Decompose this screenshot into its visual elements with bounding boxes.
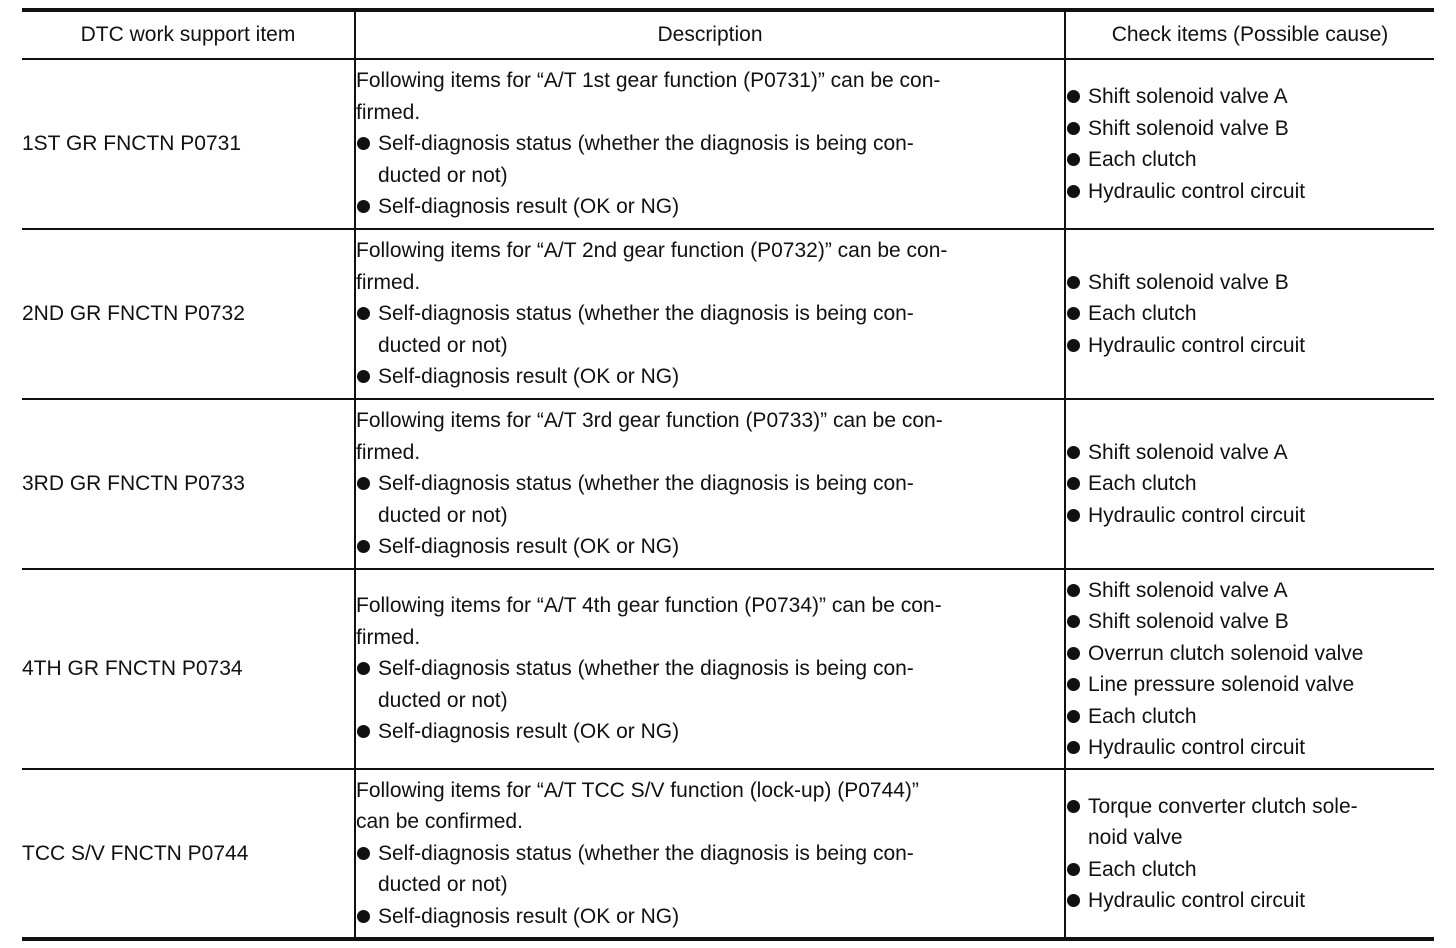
description-intro [356,590,1064,653]
check-item [1066,500,1434,532]
check-item-line: noid valve [1088,826,1183,849]
table-row [22,569,1434,769]
bullet-line: ducted or not) [378,503,508,527]
bullet-icon [357,200,370,213]
description-bullet-item [356,191,1064,223]
dtc-work-support-table [22,8,1434,941]
check-item-line: Overrun clutch solenoid valve [1088,641,1364,665]
description-bullet-list [356,298,1064,393]
description-bullet-item [356,468,1064,531]
check-item-line: Hydraulic control circuit [1088,333,1306,357]
description-cell [355,569,1065,769]
bullet-icon [1067,90,1080,103]
check-item [1066,638,1434,670]
check-item-line: Each clutch [1088,472,1197,496]
bullet-line: ducted or not) [378,873,508,897]
bullet-icon [357,370,370,383]
description-bullet-item [356,361,1064,393]
description-intro [356,405,1064,468]
bullet-line: Self-diagnosis status (whether the diagnosis is being con- [378,472,914,496]
check-item [1066,468,1434,500]
check-item [1066,575,1434,607]
bullet-icon [1067,122,1080,135]
check-item-line: Each clutch [1088,148,1197,171]
bullet-icon [1067,647,1080,660]
bullet-icon [357,137,370,150]
bullet-icon [357,307,370,320]
check-item [1066,854,1434,886]
check-items-list [1066,81,1434,207]
description-cell [355,59,1065,229]
check-item [1066,176,1434,208]
bullet-icon [1067,153,1080,166]
intro-line: can be confirmed. [356,810,523,834]
bullet-icon [1067,863,1080,876]
bullet-icon [357,477,370,490]
check-item-line: Hydraulic control circuit [1088,736,1306,759]
description-bullet-list [356,838,1064,933]
table-row [22,769,1434,939]
bullet-icon [357,662,370,675]
bullet-icon [1067,185,1080,198]
description-bullet-list [356,468,1064,563]
bullet-line: Self-diagnosis result (OK or NG) [378,720,680,744]
description-bullet-list [356,128,1064,223]
description-cell [355,229,1065,399]
check-items-list [1066,575,1434,764]
dtc-item-cell: 4TH GR FNCTN P0734 [22,569,355,769]
description-bullet-item [356,653,1064,716]
description-bullet-list [356,653,1064,748]
bullet-icon [357,725,370,738]
check-item-line: Each clutch [1088,704,1197,728]
bullet-icon [357,910,370,923]
bullet-icon [1067,339,1080,352]
check-item-line: Each clutch [1088,302,1197,326]
check-item-line: Shift solenoid valve A [1088,85,1288,108]
description-bullet-item [356,298,1064,361]
bullet-icon [1067,615,1080,628]
check-item [1066,606,1434,638]
check-item-line: Line pressure solenoid valve [1088,673,1355,696]
bullet-line: Self-diagnosis result (OK or NG) [378,365,680,389]
bullet-line: ducted or not) [378,688,508,712]
description-intro [356,235,1064,298]
bullet-icon [1067,741,1080,754]
check-item [1066,267,1434,299]
bullet-icon [1067,276,1080,289]
intro-line: firmed. [356,440,421,464]
check-item-line: Torque converter clutch sole- [1088,794,1358,818]
table-row [22,59,1434,229]
bullet-icon [1067,584,1080,597]
description-intro [356,775,1064,838]
bullet-icon [357,540,370,553]
description-bullet-item [356,128,1064,191]
check-item-line: Shift solenoid valve A [1088,578,1288,602]
intro-line: Following items for “A/T 4th gear function (P0734)” can be con- [356,594,942,618]
bullet-line: Self-diagnosis status (whether the diagnosis is being con- [378,302,914,326]
intro-line: firmed. [356,625,421,649]
bullet-line: ducted or not) [378,163,508,187]
table-row [22,229,1434,399]
check-items-cell [1065,229,1434,399]
description-cell [355,399,1065,569]
check-item-line: Shift solenoid valve B [1088,270,1289,294]
dtc-item-cell: 2ND GR FNCTN P0732 [22,229,355,399]
check-item-line: Shift solenoid valve B [1088,116,1289,140]
check-items-cell [1065,59,1434,229]
check-items-cell [1065,399,1434,569]
description-cell [355,769,1065,939]
description-bullet-item [356,838,1064,901]
bullet-icon [1067,509,1080,522]
table-body [22,59,1434,939]
bullet-icon [1067,307,1080,320]
check-item-line: Each clutch [1088,857,1197,881]
check-items-list [1066,267,1434,362]
column-header-dtc-item: DTC work support item [22,10,355,59]
check-items-cell [1065,569,1434,769]
check-item [1066,885,1434,917]
bullet-icon [1067,800,1080,813]
check-item-line: Hydraulic control circuit [1088,179,1306,203]
check-item [1066,113,1434,145]
description-bullet-item [356,716,1064,748]
dtc-work-support-document [22,8,1434,941]
bullet-line: Self-diagnosis result (OK or NG) [378,535,680,559]
check-item [1066,330,1434,362]
check-item [1066,298,1434,330]
table-row [22,399,1434,569]
bullet-icon [1067,477,1080,490]
bullet-line: Self-diagnosis result (OK or NG) [378,195,680,219]
check-item-line: Shift solenoid valve A [1088,440,1288,464]
check-items-list [1066,791,1434,917]
bullet-line: Self-diagnosis status (whether the diagnosis is being con- [378,657,914,681]
table-header-row [22,10,1434,59]
bullet-line: ducted or not) [378,333,508,357]
column-header-check-items: Check items (Possible cause) [1065,10,1434,59]
description-bullet-item [356,901,1064,933]
bullet-line: Self-diagnosis status (whether the diagnosis is being con- [378,132,914,156]
bullet-icon [357,847,370,860]
intro-line: Following items for “A/T 1st gear function (P0731)” can be con- [356,69,941,93]
bullet-icon [1067,678,1080,691]
intro-line: Following items for “A/T 2nd gear function (P0732)” can be con- [356,239,948,263]
check-item [1066,437,1434,469]
bullet-line: Self-diagnosis status (whether the diagnosis is being con- [378,841,914,865]
check-item [1066,144,1434,176]
description-bullet-item [356,531,1064,563]
check-item [1066,701,1434,733]
check-items-cell [1065,769,1434,939]
bullet-line: Self-diagnosis result (OK or NG) [378,904,680,928]
check-item [1066,669,1434,701]
dtc-item-cell: 1ST GR FNCTN P0731 [22,59,355,229]
description-intro [356,65,1064,128]
intro-line: Following items for “A/T 3rd gear function (P0733)” can be con- [356,409,943,433]
intro-line: Following items for “A/T TCC S/V function (lock-up) (P0744)” [356,778,919,802]
dtc-item-cell: TCC S/V FNCTN P0744 [22,769,355,939]
check-item-line: Hydraulic control circuit [1088,503,1306,527]
intro-line: firmed. [356,270,421,294]
bullet-icon [1067,710,1080,723]
bullet-icon [1067,894,1080,907]
column-header-description: Description [355,10,1065,59]
check-item [1066,81,1434,113]
intro-line: firmed. [356,100,421,124]
check-items-list [1066,437,1434,532]
bullet-icon [1067,446,1080,459]
check-item [1066,732,1434,764]
check-item [1066,791,1434,854]
check-item-line: Hydraulic control circuit [1088,889,1306,912]
dtc-item-cell: 3RD GR FNCTN P0733 [22,399,355,569]
check-item-line: Shift solenoid valve B [1088,610,1289,633]
